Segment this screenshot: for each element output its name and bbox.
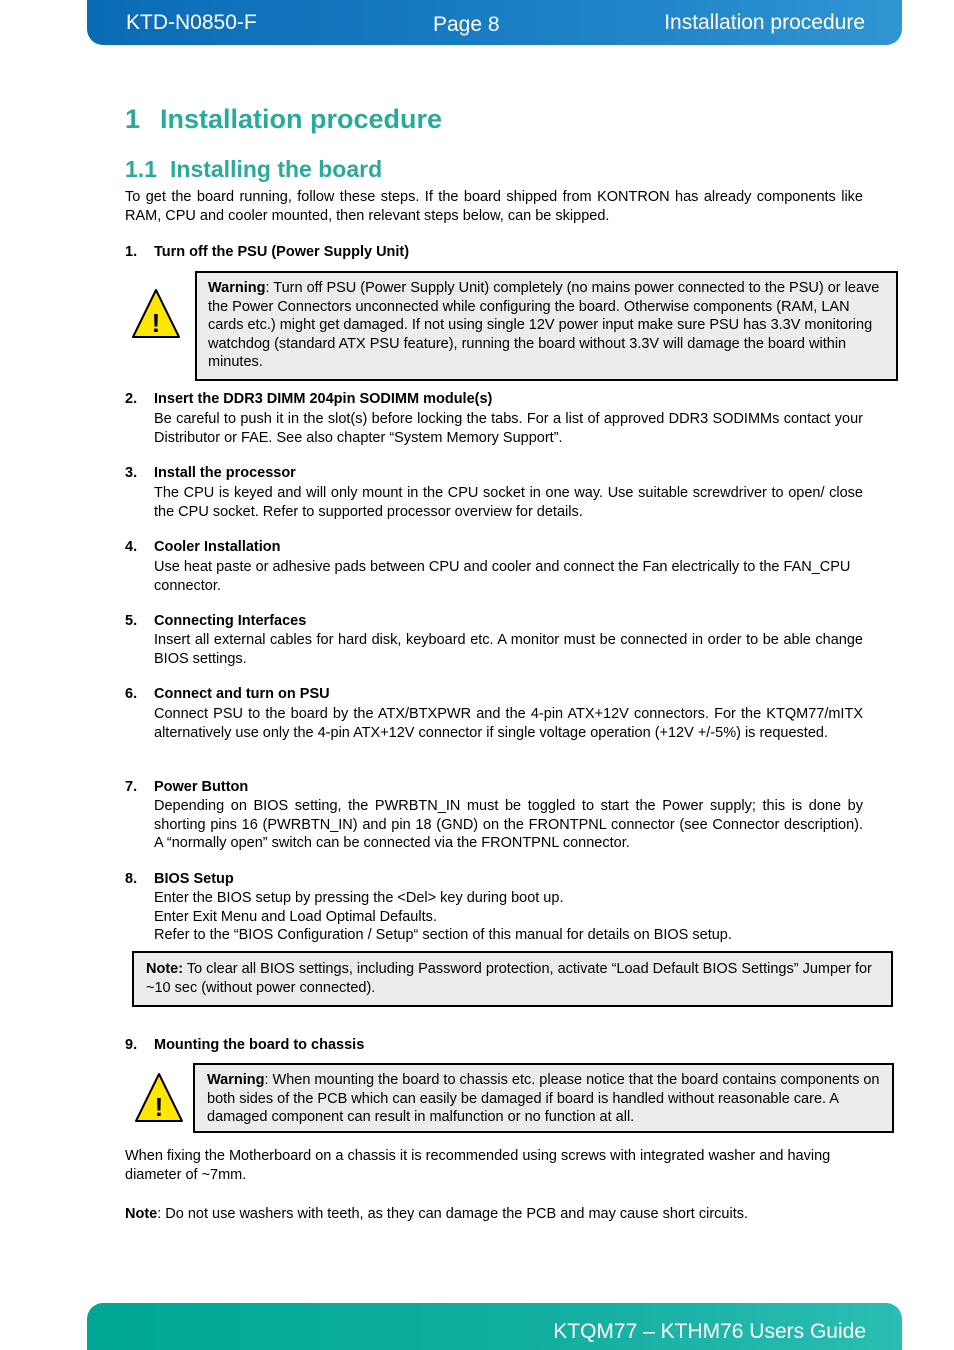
step-4-title: 4. Cooler Installation	[125, 539, 281, 555]
section-title: Installing the board	[170, 156, 383, 182]
warning-label: Warning	[207, 1072, 265, 1088]
svg-text:!: !	[154, 1092, 164, 1122]
chapter-heading	[125, 104, 442, 135]
step-9-title: 9. Mounting the board to chassis	[125, 1037, 365, 1053]
mounting-paragraph: When fixing the Motherboard on a chassis it is recommended using screws with integrated washer and having diameter of ~7mm.	[125, 1148, 831, 1183]
step-2-body: Be careful to push it in the slot(s) before locking the tabs. For a list of approved DDR3 SODIMMs contact your Distributor or FAE. See also chapter “System Memory Support”.	[154, 411, 863, 446]
step-5-title: 5. Connecting Interfaces	[125, 613, 307, 629]
warning-label: Warning	[208, 280, 266, 296]
note-text: To clear all BIOS settings, including Password protection, activate “Load Default BIOS Settings” Jumper for ~10 sec (without power connected).	[146, 961, 872, 996]
step-8-line: Enter Exit Menu and Load Optimal Defaults.	[154, 908, 437, 925]
chapter-number: 1	[125, 104, 141, 134]
note-label: Note:	[146, 961, 184, 977]
final-note	[125, 1205, 863, 1224]
warning-text: : Turn off PSU (Power Supply Unit) completely (no mains power connected to the PSU) or leave the Power Connectors unconnected while configuring the board. Otherwise components (RAM, LAN cards etc.) might get damaged. If not using single 12V power input make sure PSU has 3.3V monitoring watchdog (standard ATX PSU feature), running the board without 3.3V will damage the board within minutes.	[208, 280, 880, 370]
note-box-bios	[132, 951, 893, 1007]
step-6-body: Connect PSU to the board by the ATX/BTXPWR and the 4-pin ATX+12V connectors. For the KTQM77/mITX alternatively use only the 4-pin ATX+12V connector if single voltage operation (+12V +/-5%) is requested.	[154, 706, 863, 741]
warning-box-chassis	[193, 1063, 894, 1133]
page-footer	[87, 1303, 902, 1350]
step-1-title: 1. Turn off the PSU (Power Supply Unit)	[125, 244, 410, 260]
warning-icon	[134, 1072, 184, 1124]
step-2-title: 2. Insert the DDR3 DIMM 204pin SODIMM module(s)	[125, 391, 493, 407]
step-7-body: Depending on BIOS setting, the PWRBTN_IN must be toggled to start the Power supply; this is done by shorting pins 16 (PWRBTN_IN) and pin 18 (GND) on the FRONTPNL connector (see Connector description). A “normally open” switch can be connected via the FRONTPNL connector.	[154, 798, 863, 851]
step-3-body: The CPU is keyed and will only mount in the CPU socket in one way. Use suitable screwdriver to open/ close the CPU socket. Refer to supported processor overview for details.	[154, 485, 863, 520]
step-8-line: Enter the BIOS setup by pressing the <Del> key during boot up.	[154, 890, 564, 906]
step-8-title: 8. BIOS Setup	[125, 871, 234, 887]
svg-text:!: !	[151, 308, 161, 338]
step-6-title: 6. Connect and turn on PSU	[125, 686, 330, 702]
chapter-title: Installation procedure	[160, 104, 443, 134]
step-4-body: Use heat paste or adhesive pads between CPU and cooler and connect the Fan electrically to the FAN_CPU connector.	[154, 559, 851, 594]
warning-text: : When mounting the board to chassis etc. please notice that the board contains components on both sides of the PCB which can easily be damaged if board is handled without reasonable care. A damaged component can result in malfunction or no function at all.	[207, 1072, 880, 1125]
step-7-title: 7. Power Button	[125, 779, 249, 795]
step-8-line: Refer to the “BIOS Configuration / Setup“ section of this manual for details on BIOS setup.	[154, 927, 732, 943]
doc-id: KTD-N0850-F	[126, 11, 257, 34]
section-number: 1.1	[125, 156, 157, 182]
page-number: Page 8	[433, 13, 500, 36]
section-heading	[125, 156, 382, 183]
guide-title: KTQM77 – KTHM76 Users Guide	[553, 1320, 866, 1343]
warning-box-psu	[195, 271, 898, 381]
header-section-title: Installation procedure	[664, 11, 865, 34]
warning-icon	[131, 288, 181, 340]
step-8-body	[154, 889, 863, 945]
step-5-body: Insert all external cables for hard disk, keyboard etc. A monitor must be connected in order to be able change BIOS settings.	[154, 632, 863, 667]
final-note-label: Note	[125, 1206, 158, 1222]
section-intro: To get the board running, follow these steps. If the board shipped from KONTRON has already components like RAM, CPU and cooler mounted, then relevant steps below, can be skipped.	[125, 189, 863, 224]
step-3-title: 3. Install the processor	[125, 465, 296, 481]
page-header	[87, 0, 902, 45]
final-note-text: : Do not use washers with teeth, as they can damage the PCB and may cause short circuits.	[157, 1206, 749, 1222]
